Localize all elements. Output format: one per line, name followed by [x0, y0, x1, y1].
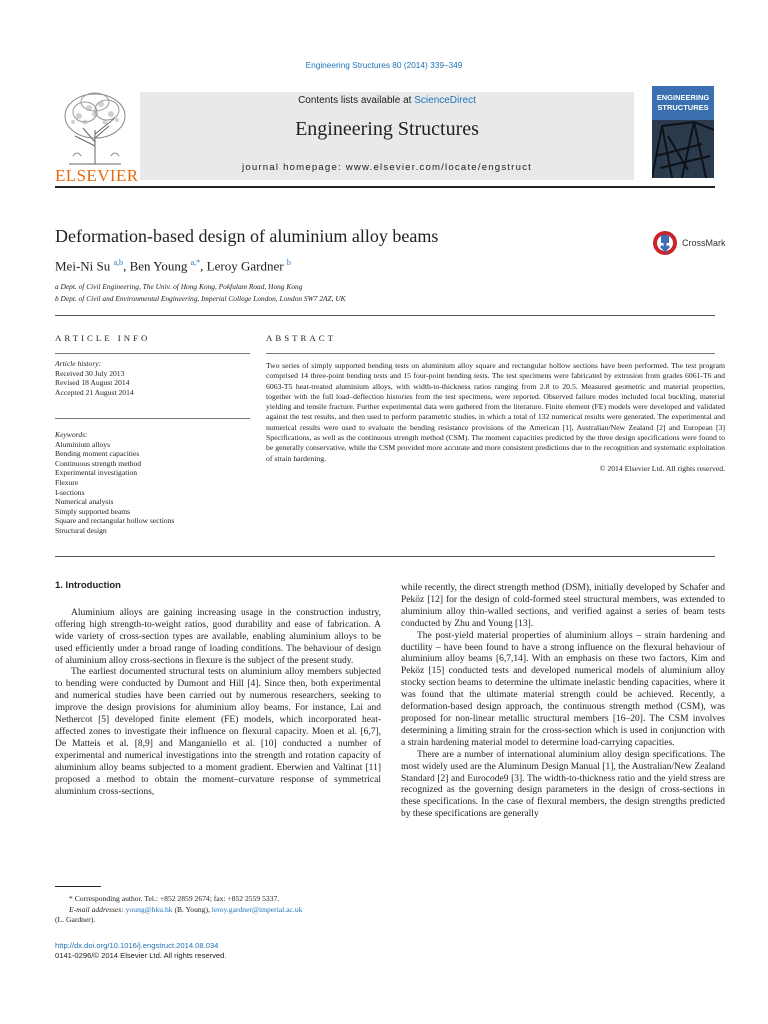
tree-icon: [55, 86, 135, 166]
author-name[interactable]: Leroy Gardner: [206, 258, 284, 274]
abstract-copyright: © 2014 Elsevier Ltd. All rights reserved.: [599, 463, 725, 473]
abstract-bottom-rule: [55, 556, 715, 557]
author-separator: ,: [123, 258, 130, 274]
crossmark-badge[interactable]: [652, 228, 742, 258]
keyword-item: Simply supported beams: [55, 506, 131, 516]
email-link-gardner[interactable]: leroy.gardner@imperial.ac.uk: [211, 904, 303, 914]
keyword-item: Numerical analysis: [55, 497, 114, 507]
abstract-text: Two series of simply supported bending tests on aluminium alloy square and rectangular hollow sections have been performed. The test program comprised 14 three-point bending tests and 15 four-point bending tests. The test specimens were fabricated by extrusion from grades 6061-T6 and 6063-T5 heat-treated aluminium alloys, with width-to-thickness ratios ranging from 2.8 to 20.5. Measured geometric and material properties, together with the full load–deflection histories from the test specimens, were reported. Observed failure modes included local buckling, material yielding and tensile fracture. Further experimental data were gathered from the literature. Finite element (FE) models were developed and validated against the test results, and then used to perform parametric studies, in which a total of 132 numerical results were generated. The experimental and numerical results were used to evaluate the bending resistance provisions of the American [1], Australian/New Zealand [2] and European [3] Specifications, as well as the continuous strength method (CSM). The moment capacities predicted by the three design specifications were found to be generally conservative, while the CSM provided more accurate and more consistent predictions due to the recognition and systematic exploitation of strain hardening.: [266, 361, 725, 463]
corresponding-author-note: * Corresponding author. Tel.: +852 2859 2674; fax: +852 2559 5337.: [69, 894, 280, 903]
history-revised: Revised 18 August 2014: [55, 378, 130, 388]
keyword-item: Experimental investigation: [55, 468, 138, 478]
footnote: [55, 894, 381, 926]
author-name[interactable]: Ben Young: [129, 258, 188, 274]
history-received: Received 30 July 2013: [55, 368, 125, 378]
abstract-heading: ABSTRACT: [266, 333, 336, 343]
journal-cover[interactable]: [652, 86, 714, 178]
article-info-rule: [55, 353, 250, 354]
crossmark-label: CrossMark: [682, 238, 726, 248]
keyword-item: Continuous strength method: [55, 458, 142, 468]
email-label: E-mail addresses:: [69, 904, 126, 914]
body-paragraph: The post-yield material properties of aluminium alloys – strain hardening and ductility – have been found to have a strong influence on the flexural behaviour of aluminium alloy beams [6,7,14]. With an emphasis on these two factors, Kim and Peköz [15] conducted tests and developed numerical models of aluminium alloy stocky section beams to determine the ultimate inelastic bending capacities, where it was found that the ultimate material strength could be achieved. Recently, a deformation-based design approach, the continuous strength method (CSM), was proposed for non-linear metallic structural members [16–20]. The CSM involves determining a limiting strain for the cross-section which is used in conjunction with a strain hardening material model to determine load-carrying capacities.: [401, 630, 725, 748]
contents-line: [140, 95, 634, 106]
footnote-rule: [55, 886, 101, 887]
header-rule: [55, 186, 715, 188]
author-list: [55, 258, 291, 274]
author-affiliation-mark[interactable]: a,b: [113, 258, 124, 267]
contents-prefix: Contents lists available at: [298, 95, 415, 106]
keyword-item: Structural design: [55, 525, 107, 535]
doi-link[interactable]: http://dx.doi.org/10.1016/j.engstruct.2014.08.034: [55, 941, 219, 950]
journal-masthead: [140, 92, 634, 180]
author-separator: ,: [200, 258, 207, 274]
keyword-item: I-sections: [55, 487, 85, 497]
body-column-left: [55, 580, 381, 798]
article-title: Deformation-based design of aluminium alloy beams: [55, 226, 439, 246]
crossmark-icon: [652, 230, 678, 256]
author-affiliation-mark[interactable]: b: [286, 258, 291, 267]
body-column-right: [401, 583, 725, 821]
body-paragraph: The earliest documented structural tests on aluminium alloy members subjected to bending were conducted by Dumont and Hill [4]. Since then, both experimental and numerical studies have been carried out by numerous researchers, seeking to improve the design provisions for aluminium alloy beams. For instance, Lai and Nethercot [5] developed finite element (FE) models, which incorporated heat-affected zones to investigate their influence on flexural capacity. Moen et al. [6,7], De Matteis et al. [8,9] and Manganiello et al. [10] conducted a number of experimental and numerical investigations into the strength and rotation capacity of aluminium alloy beams subjected to a moment gradient. Eberwien and Valtinat [11] proposed a method to obtain the moment–curvature response of symmetrical aluminium cross-sections,: [55, 667, 381, 797]
author-name[interactable]: Mei-Ni Su: [55, 258, 111, 274]
journal-citation[interactable]: Engineering Structures 80 (2014) 339–349: [305, 60, 463, 70]
keyword-item: Flexure: [55, 477, 79, 487]
email-link-young[interactable]: young@hku.hk: [125, 904, 173, 914]
article-info-heading: ARTICLE INFO: [55, 333, 151, 343]
keywords-list: [55, 430, 250, 536]
doi-block: [55, 941, 227, 962]
article-history: [55, 359, 250, 397]
abstract-body: [266, 361, 725, 474]
keywords-label: Keywords:: [55, 430, 88, 439]
publisher-name: ELSEVIER: [55, 166, 139, 185]
affiliation-b: b Dept. of Civil and Environmental Engineering, Imperial College London, London SW7 2AZ, UK: [55, 294, 346, 303]
abstract-rule: [266, 353, 715, 354]
history-label: Article history:: [55, 359, 102, 368]
section-heading-introduction: 1. Introduction: [55, 580, 121, 591]
keyword-item: Square and rectangular hollow sections: [55, 516, 175, 526]
keyword-item: Bending moment capacities: [55, 449, 140, 459]
keywords-rule: [55, 418, 250, 419]
body-paragraph: while recently, the direct strength method (DSM), initially developed by Schafer and Peköz [12] for the design of cold-formed steel structural members, was extended to aluminium alloy thin-walled sections, and verified against a series of beam tests conducted by Zhu and Young [13].: [401, 583, 725, 629]
keyword-item: Aluminium alloys: [55, 439, 111, 449]
section-rule: [55, 315, 715, 316]
sciencedirect-link[interactable]: ScienceDirect: [414, 95, 476, 106]
email-line: [55, 905, 381, 916]
body-paragraph: Aluminium alloys are gaining increasing usage in the construction industry, offering high strength-to-weight ratios, good durability and ease of fabrication. A wide variety of cross-section types are available, enabling aluminium alloys to be used efficiently under a broad range of loading conditions. The behaviour of design of aluminium alloy cross-sections in flexure is the subject of the present study.: [55, 607, 381, 666]
affiliation-a: a Dept. of Civil Engineering, The Univ. of Hong Kong, Pokfulam Road, Hong Kong: [55, 282, 303, 291]
history-accepted: Accepted 21 August 2014: [55, 387, 134, 397]
elsevier-logo[interactable]: [55, 86, 139, 185]
issn-copyright: 0141-0296/© 2014 Elsevier Ltd. All rights reserved.: [55, 951, 227, 961]
author-affiliation-mark[interactable]: a,*: [190, 258, 201, 267]
body-paragraph: There are a number of international aluminium alloy design specifications. The most widely used are the Aluminum Design Manual [1], the Australian/New Zealand Standard [2] and Eurocode9 [3]. The width-to-thickness ratio and the yield stress are recognized as the governing design parameters in the design of cross-sections in these specifications. In the case of flexural members, the design strengths predicted by these specifications are generally: [401, 749, 725, 820]
cover-title-line1: ENGINEERING: [656, 93, 710, 102]
email-name-gardner: (L. Gardner).: [55, 915, 96, 925]
cover-title-line2: STRUCTURES: [657, 103, 709, 112]
journal-title[interactable]: Engineering Structures: [295, 118, 479, 140]
email-name-young: (B. Young),: [172, 904, 212, 914]
journal-homepage[interactable]: journal homepage: www.elsevier.com/locate/engstruct: [242, 162, 532, 173]
